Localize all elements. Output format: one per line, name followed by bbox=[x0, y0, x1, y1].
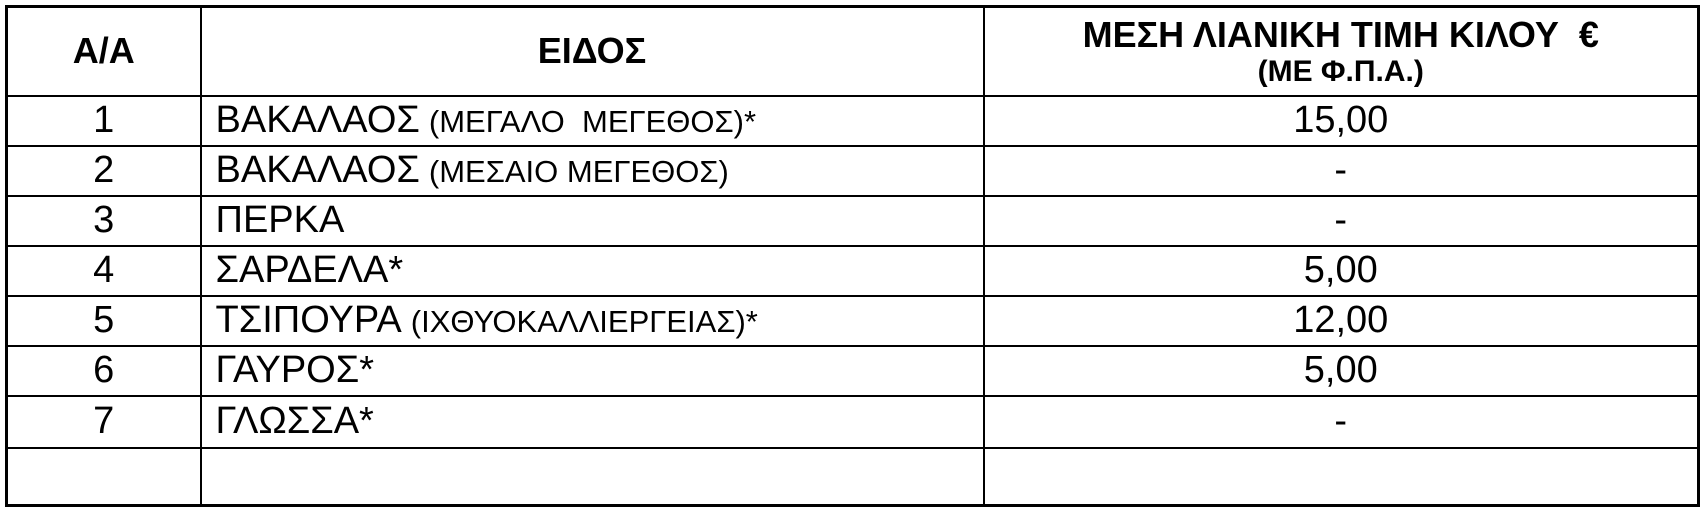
row-species-cell bbox=[201, 396, 984, 448]
species-detail: (ΜΕΓΑΛΟ ΜΕΓΕΘΟΣ)* bbox=[428, 104, 757, 139]
row-price-cell: 12,00 bbox=[984, 296, 1699, 346]
row-index-cell: 7 bbox=[7, 396, 201, 448]
table-row bbox=[7, 396, 1699, 448]
fish-price-table bbox=[5, 5, 1700, 507]
table-row bbox=[7, 96, 1699, 146]
species-name: ΠΕΡΚΑ bbox=[215, 199, 345, 241]
species-name: ΒΑΚΑΛΑΟΣ bbox=[215, 149, 420, 191]
price-header-vat-note: (ΜΕ Φ.Π.Α.) bbox=[1257, 55, 1424, 89]
row-species-cell bbox=[201, 246, 984, 296]
table-header-row bbox=[7, 7, 1699, 96]
row-species-cell bbox=[201, 346, 984, 396]
row-species-cell bbox=[201, 448, 984, 506]
row-price-cell bbox=[984, 448, 1699, 506]
header-cell-species: ΕΙΔΟΣ bbox=[201, 7, 984, 96]
table-row bbox=[7, 196, 1699, 246]
row-species-cell bbox=[201, 96, 984, 146]
row-index-cell: 3 bbox=[7, 196, 201, 246]
row-price-cell: - bbox=[984, 196, 1699, 246]
table-row bbox=[7, 346, 1699, 396]
row-species-cell bbox=[201, 196, 984, 246]
row-price-cell: 5,00 bbox=[984, 346, 1699, 396]
table-row bbox=[7, 246, 1699, 296]
header-cell-price bbox=[984, 7, 1699, 96]
table-row-empty bbox=[7, 448, 1699, 506]
row-price-cell: 5,00 bbox=[984, 246, 1699, 296]
table-row bbox=[7, 146, 1699, 196]
table-row bbox=[7, 296, 1699, 346]
row-species-cell bbox=[201, 296, 984, 346]
species-name: ΒΑΚΑΛΑΟΣ bbox=[215, 99, 420, 141]
species-detail: (ΜΕΣΑΙΟ ΜΕΓΕΘΟΣ) bbox=[428, 154, 729, 189]
row-index-cell: 1 bbox=[7, 96, 201, 146]
row-price-cell: - bbox=[984, 146, 1699, 196]
price-header-line1: ΜΕΣΗ ΛΙΑΝΙΚΗ ΤΙΜΗ ΚΙΛΟΥ € bbox=[1082, 14, 1599, 56]
header-cell-index: Α/Α bbox=[7, 7, 201, 96]
row-index-cell bbox=[7, 448, 201, 506]
row-index-cell: 4 bbox=[7, 246, 201, 296]
row-index-cell: 5 bbox=[7, 296, 201, 346]
row-index-cell: 6 bbox=[7, 346, 201, 396]
species-name: ΣΑΡΔΕΛΑ* bbox=[215, 249, 404, 291]
row-price-cell: - bbox=[984, 396, 1699, 448]
species-name: ΤΣΙΠΟΥΡΑ bbox=[215, 299, 402, 341]
row-price-cell: 15,00 bbox=[984, 96, 1699, 146]
species-name: ΓΛΩΣΣΑ* bbox=[215, 400, 374, 442]
row-index-cell: 2 bbox=[7, 146, 201, 196]
species-name: ΓΑΥΡΟΣ* bbox=[215, 349, 374, 391]
species-detail: (ΙΧΘΥΟΚΑΛΛΙΕΡΓΕΙΑΣ)* bbox=[410, 304, 758, 339]
row-species-cell bbox=[201, 146, 984, 196]
